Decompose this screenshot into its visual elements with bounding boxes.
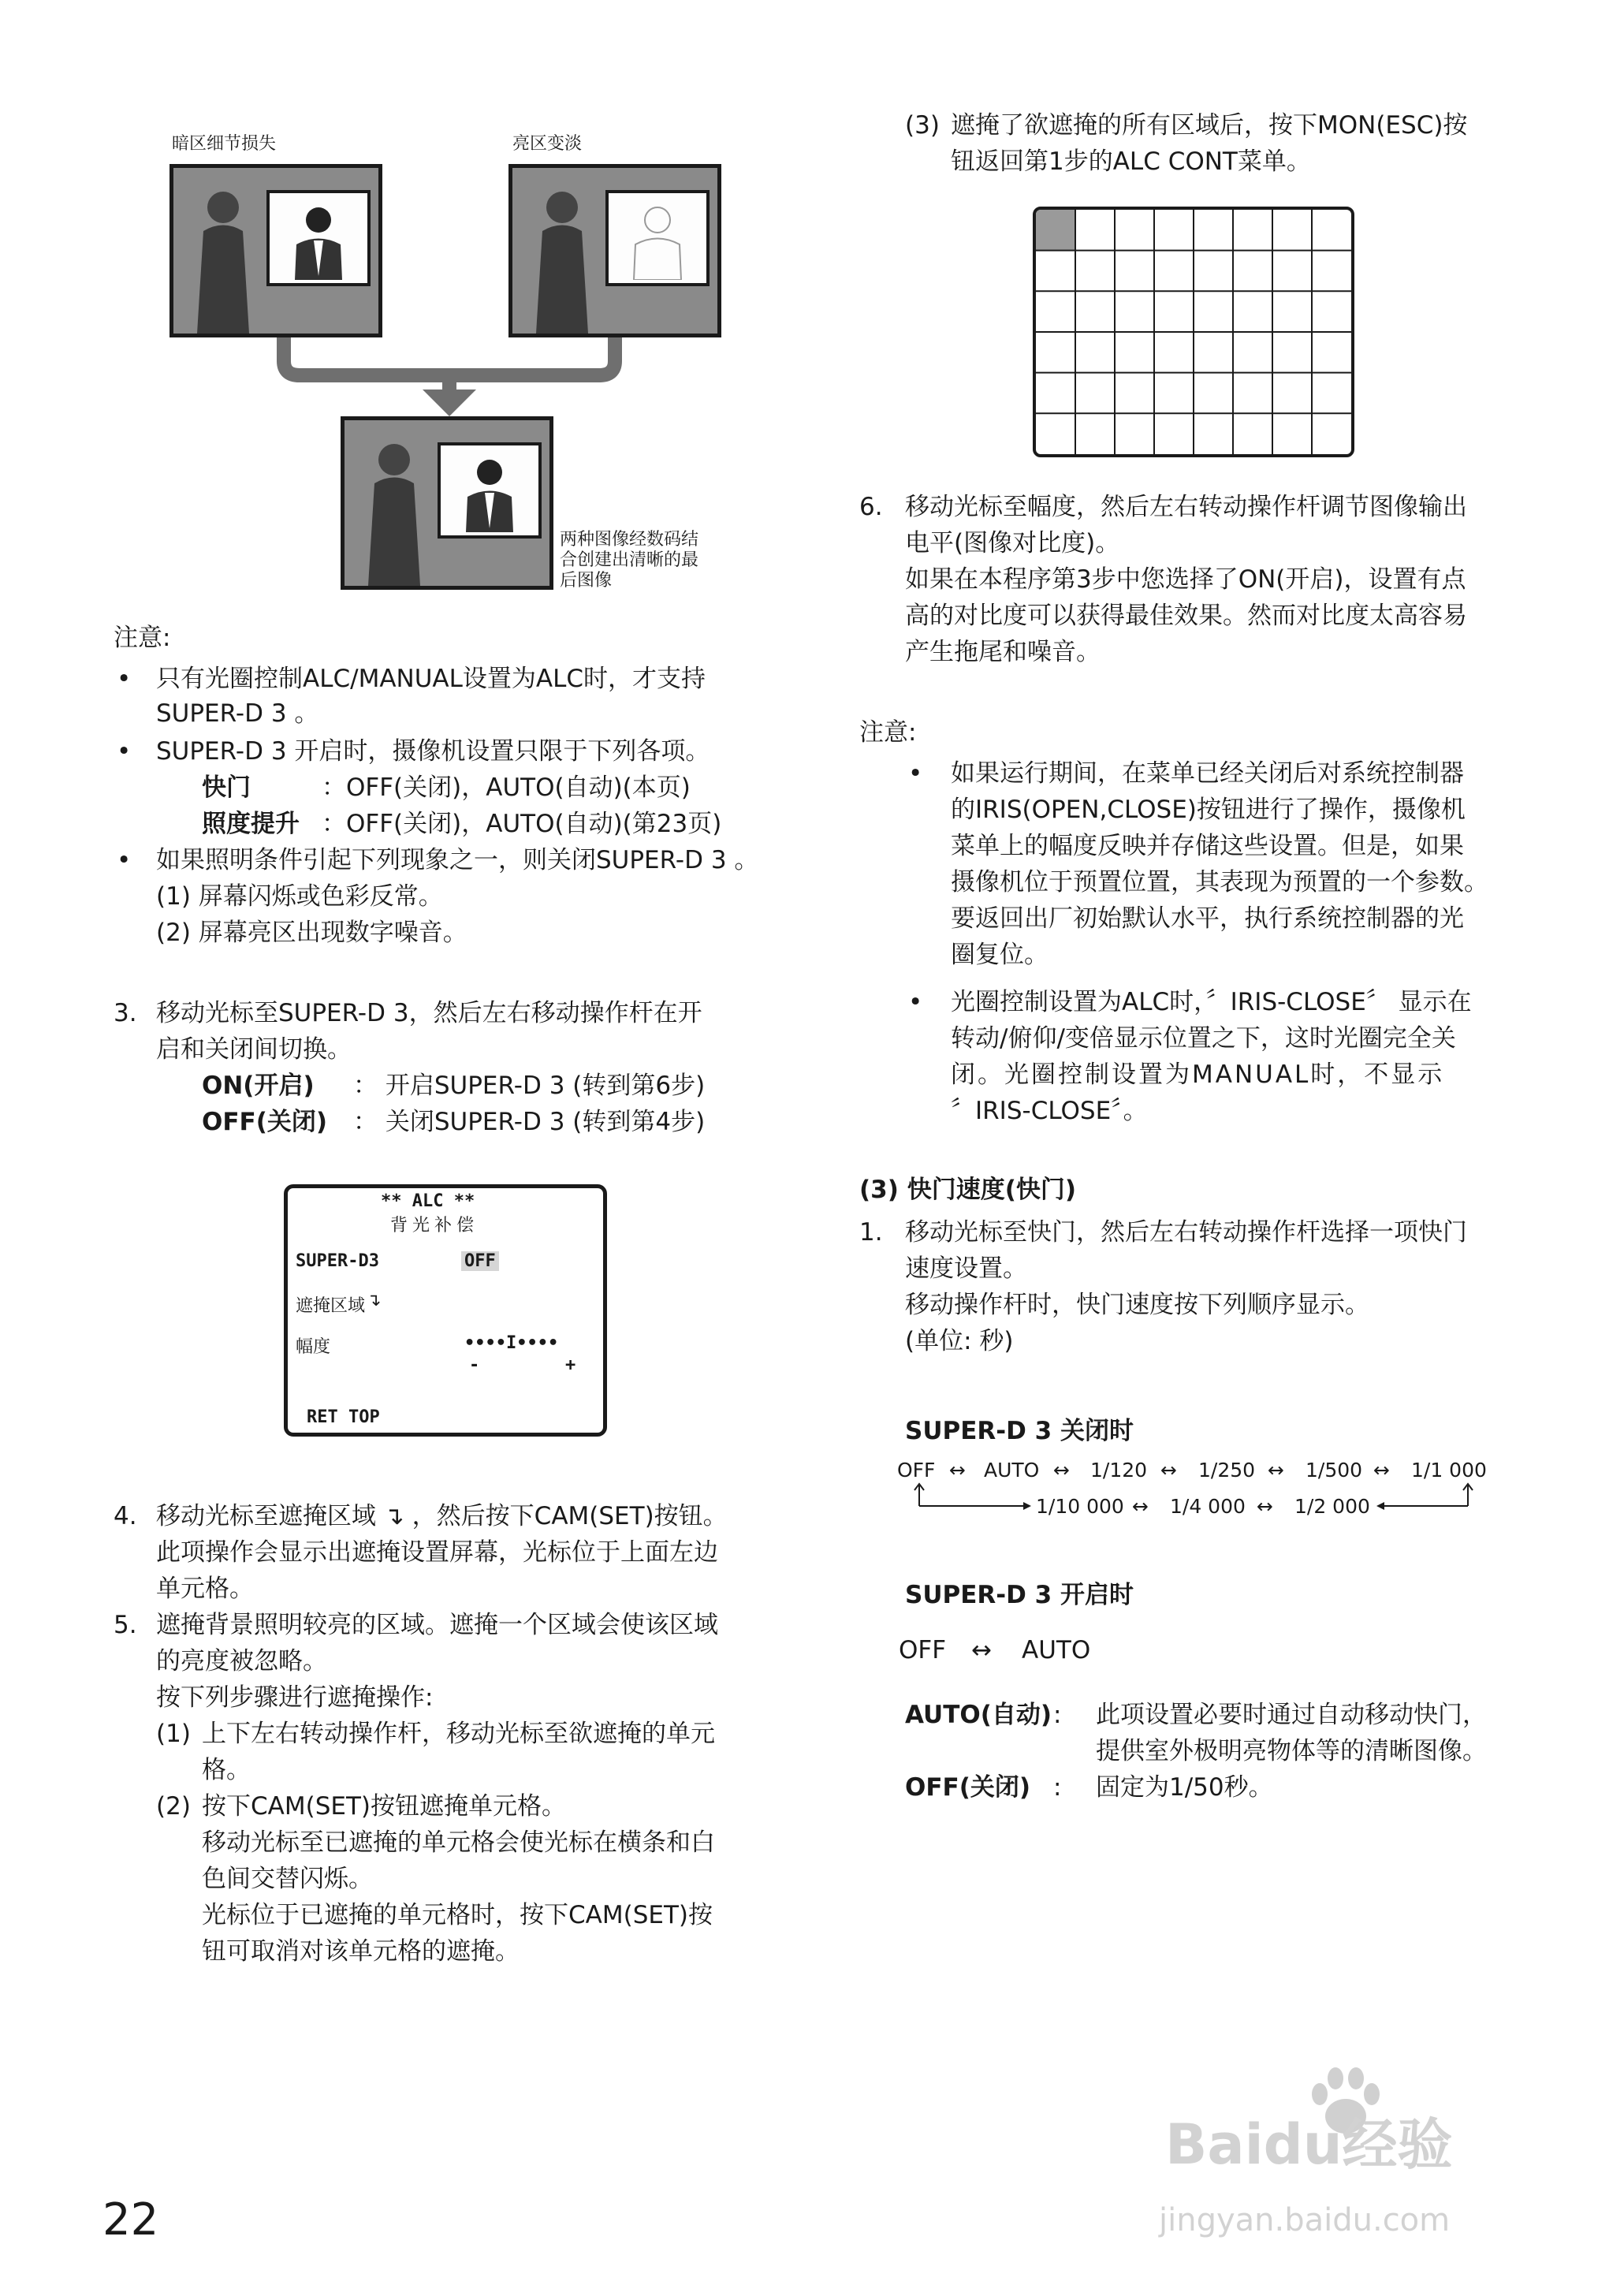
notes2-b1-l5: 要返回出厂初始默认水平，执行系统控制器的光 — [951, 904, 1464, 933]
step5-s2-l1: 按下CAM(SET)按钮遮掩单元格。 — [202, 1792, 566, 1821]
notes1-heading: 注意: — [114, 624, 171, 652]
woman-figure-icon — [359, 436, 430, 586]
seq-1-10000: 1/10 000 — [1036, 1495, 1124, 1518]
bullet-icon: • — [117, 665, 132, 693]
menu-level-plus: + — [565, 1355, 576, 1375]
auto-l2: 提供室外极明亮物体等的清晰图像。 — [1096, 1737, 1487, 1765]
figure-label-bright: 亮区变淡 — [512, 134, 583, 154]
notes2-b2-l4: 〞IRIS-CLOSE〞。 — [951, 1097, 1148, 1125]
notes2-heading: 注意: — [859, 718, 917, 747]
step3-on-label: ON(开启) — [202, 1072, 315, 1100]
step5-s2-num: (2) — [156, 1792, 191, 1821]
shutter-value: ：OFF(关闭)，AUTO(自动)(本页) — [322, 773, 691, 802]
notes2-b1-l2: 的IRIS(OPEN,CLOSE)按钮进行了操作，摄像机 — [951, 796, 1466, 824]
seq-1-250: 1/250 — [1198, 1459, 1256, 1482]
figure-label-combined-2: 合创建出清晰的最 — [560, 550, 699, 570]
on-seq-off: OFF — [899, 1636, 947, 1664]
alc-menu-screen — [284, 1184, 607, 1437]
menu-level-label[interactable]: 幅度 — [296, 1337, 331, 1357]
shutter-step-num: 1. — [859, 1218, 883, 1247]
seq-1-2000: 1/2 000 — [1294, 1495, 1370, 1518]
menu-super-d3-label[interactable]: SUPER-D3 — [296, 1251, 379, 1271]
step4-l1: 移动光标至遮掩区域 ↴ ，然后按下CAM(SET)按钮。 — [156, 1502, 728, 1530]
notes1-b3: 如果照明条件引起下列现象之一，则关闭SUPER-D 3 。 — [156, 846, 759, 874]
figure-label-dark: 暗区细节损失 — [172, 134, 277, 154]
step5-l2: 的亮度被忽略。 — [156, 1647, 327, 1675]
notes2-b2-l2: 转动/俯仰/变倍显示位置之下，这时光圈完全关 — [951, 1024, 1456, 1053]
notes1-s1: (1) 屏幕闪烁或色彩反常。 — [156, 882, 443, 911]
seq-1-500: 1/500 — [1306, 1459, 1363, 1482]
bullet-icon: • — [117, 846, 132, 874]
step4-l2: 此项操作会显示出遮掩设置屏幕，光标位于上面左边 — [156, 1538, 718, 1567]
notes2-b1-l3: 菜单上的幅度反映并存储这些设置。但是，如果 — [951, 832, 1464, 860]
step5-num: 5. — [114, 1611, 137, 1639]
step4-l3: 单元格。 — [156, 1575, 254, 1603]
mask-grid-cells[interactable] — [1036, 210, 1351, 454]
step5-s2-l5: 钮可取消对该单元格的遮掩。 — [202, 1937, 520, 1966]
seq-off: OFF — [897, 1459, 936, 1482]
right-s3-l2: 钮返回第1步的ALC CONT菜单。 — [951, 147, 1311, 176]
step3-on-value: ： 开启SUPER-D 3 (转到第6步) — [353, 1072, 706, 1100]
shutter-l3: 移动操作杆时，快门速度按下列顺序显示。 — [905, 1291, 1369, 1319]
step3-off-value: ： 关闭SUPER-D 3 (转到第4步) — [353, 1108, 706, 1136]
step4-num: 4. — [114, 1502, 137, 1530]
super-d3-on-title: SUPER-D 3 开启时 — [905, 1581, 1134, 1609]
off-value: 固定为1/50秒。 — [1096, 1773, 1273, 1802]
menu-super-d3-value[interactable]: OFF — [461, 1251, 499, 1271]
step6-num: 6. — [859, 493, 883, 521]
right-s3-num: (3) — [905, 111, 940, 140]
bullet-icon: • — [117, 737, 132, 766]
seq-arrow-icon: ↔ — [1132, 1495, 1149, 1518]
shutter-label: 快门 — [202, 773, 251, 802]
seq-1-1000: 1/1 000 — [1411, 1459, 1487, 1482]
menu-mask-area-label[interactable]: 遮掩区域 — [296, 1296, 366, 1316]
notes2-b2-l3: 闭。光圈控制设置为MANUAL时，不显示 — [951, 1060, 1445, 1089]
auto-label: AUTO(自动) — [905, 1701, 1052, 1729]
seq-auto: AUTO — [984, 1459, 1040, 1482]
bullet-icon: • — [908, 988, 923, 1016]
menu-title: ** ALC ** — [381, 1191, 475, 1211]
gain-value: ：OFF(关闭)，AUTO(自动)(第23页) — [322, 810, 722, 838]
photo-combined — [341, 416, 553, 590]
step6-l4: 高的对比度可以获得最佳效果。然而对比度太高容易 — [905, 602, 1467, 630]
step6-l3: 如果在本程序第3步中您选择了ON(开启)，设置有点 — [905, 565, 1466, 594]
auto-l1: 此项设置必要时通过自动移动快门， — [1096, 1701, 1487, 1729]
shutter-l2: 速度设置。 — [905, 1254, 1027, 1283]
shutter-l1: 移动光标至快门，然后左右转动操作杆选择一项快门 — [905, 1218, 1467, 1247]
notes1-b2: SUPER-D 3 开启时，摄像机设置只限于下列各项。 — [156, 737, 710, 766]
seq-arrow-icon: ↔ — [1257, 1495, 1273, 1518]
step5-s1-num: (1) — [156, 1720, 191, 1748]
woman-figure-icon — [527, 184, 598, 334]
seq-1-4000: 1/4 000 — [1170, 1495, 1246, 1518]
photo-bright-faded — [508, 164, 721, 337]
notes1-b1-l1: 只有光圈控制ALC/MANUAL设置为ALC时，才支持 — [156, 665, 706, 693]
step3-l1: 移动光标至SUPER-D 3，然后左右移动操作杆在开 — [156, 999, 702, 1027]
watermark-brand: Baidu经验 — [1165, 2112, 1453, 2177]
off-sep: : — [1053, 1773, 1062, 1802]
step5-s1-l1: 上下左右转动操作杆，移动光标至欲遮掩的单元 — [202, 1720, 715, 1748]
page-number: 22 — [102, 2194, 159, 2246]
seq-arrow-icon: ↔ — [1373, 1459, 1390, 1482]
step3-off-label: OFF(关闭) — [202, 1108, 328, 1136]
menu-level-minus: - — [469, 1355, 480, 1375]
auto-sep: : — [1053, 1701, 1062, 1729]
on-seq-arrow-icon: ↔ — [971, 1636, 992, 1664]
step5-s2-l3: 色间交替闪烁。 — [202, 1865, 373, 1893]
step5-l1: 遮掩背景照明较亮的区域。遮掩一个区域会使该区域 — [156, 1611, 718, 1639]
notes1-b1-l2: SUPER-D 3 。 — [156, 699, 319, 728]
step6-l5: 产生拖尾和噪音。 — [905, 638, 1101, 666]
step5-l3: 按下列步骤进行遮掩操作: — [156, 1683, 434, 1712]
watermark-url[interactable]: jingyan.baidu.com — [1159, 2202, 1451, 2238]
enter-arrow-icon: ↴ — [367, 1291, 382, 1310]
right-s3-l1: 遮掩了欲遮掩的所有区域后，按下MON(ESC)按 — [951, 111, 1468, 140]
off-label: OFF(关闭) — [905, 1773, 1031, 1802]
woman-figure-icon — [188, 184, 259, 334]
man-figure-icon — [458, 453, 521, 532]
menu-level-value[interactable]: ••••I•••• — [464, 1333, 559, 1353]
menu-subtitle: 背光补偿 — [390, 1216, 479, 1236]
notes2-b1-l6: 圈复位。 — [951, 941, 1049, 969]
super-d3-off-title: SUPER-D 3 关闭时 — [905, 1417, 1134, 1445]
seq-arrow-icon: ↔ — [1268, 1459, 1284, 1482]
step5-s2-l4: 光标位于已遮掩的单元格时，按下CAM(SET)按 — [202, 1901, 713, 1929]
photo-dark-detail-loss — [169, 164, 382, 337]
figure-label-combined-1: 两种图像经数码结 — [560, 530, 699, 550]
seq-loop-arrow-icon — [897, 1481, 1481, 1512]
shutter-heading: (3) 快门速度(快门) — [859, 1176, 1077, 1204]
step3-l2: 启和关闭间切换。 — [156, 1035, 352, 1064]
shutter-l4: (单位: 秒) — [905, 1327, 1014, 1355]
man-figure-faded-icon — [626, 201, 689, 280]
mask-grid[interactable] — [1033, 207, 1354, 457]
notes2-b2-l1: 光圈控制设置为ALC时，〞IRIS-CLOSE〞 显示在 — [951, 988, 1472, 1016]
menu-footer[interactable]: RET TOP — [307, 1407, 380, 1427]
bullet-icon: • — [908, 759, 923, 788]
figure-label-combined-3: 后图像 — [560, 571, 613, 591]
step5-s1-l2: 格。 — [202, 1756, 251, 1784]
on-seq-auto: AUTO — [1022, 1636, 1091, 1664]
seq-arrow-icon: ↔ — [1160, 1459, 1177, 1482]
mask-cell-selected — [1036, 210, 1075, 251]
notes2-b1-l1: 如果运行期间，在菜单已经关闭后对系统控制器 — [951, 759, 1464, 788]
notes1-s2: (2) 屏幕亮区出现数字噪音。 — [156, 919, 467, 947]
man-figure-icon — [287, 201, 350, 280]
step3-num: 3. — [114, 999, 137, 1027]
step5-s2-l2: 移动光标至已遮掩的单元格会使光标在横条和白 — [202, 1828, 715, 1857]
notes2-b1-l4: 摄像机位于预置位置，其表现为预置的一个参数。 — [951, 868, 1488, 896]
seq-1-120: 1/120 — [1090, 1459, 1148, 1482]
gain-label: 照度提升 — [202, 810, 300, 838]
step6-l2: 电平(图像对比度)。 — [905, 529, 1120, 557]
step6-l1: 移动光标至幅度，然后左右转动操作杆调节图像输出 — [905, 493, 1467, 521]
merge-arrow-icon — [268, 337, 631, 423]
seq-arrow-icon: ↔ — [949, 1459, 966, 1482]
seq-arrow-icon: ↔ — [1053, 1459, 1070, 1482]
